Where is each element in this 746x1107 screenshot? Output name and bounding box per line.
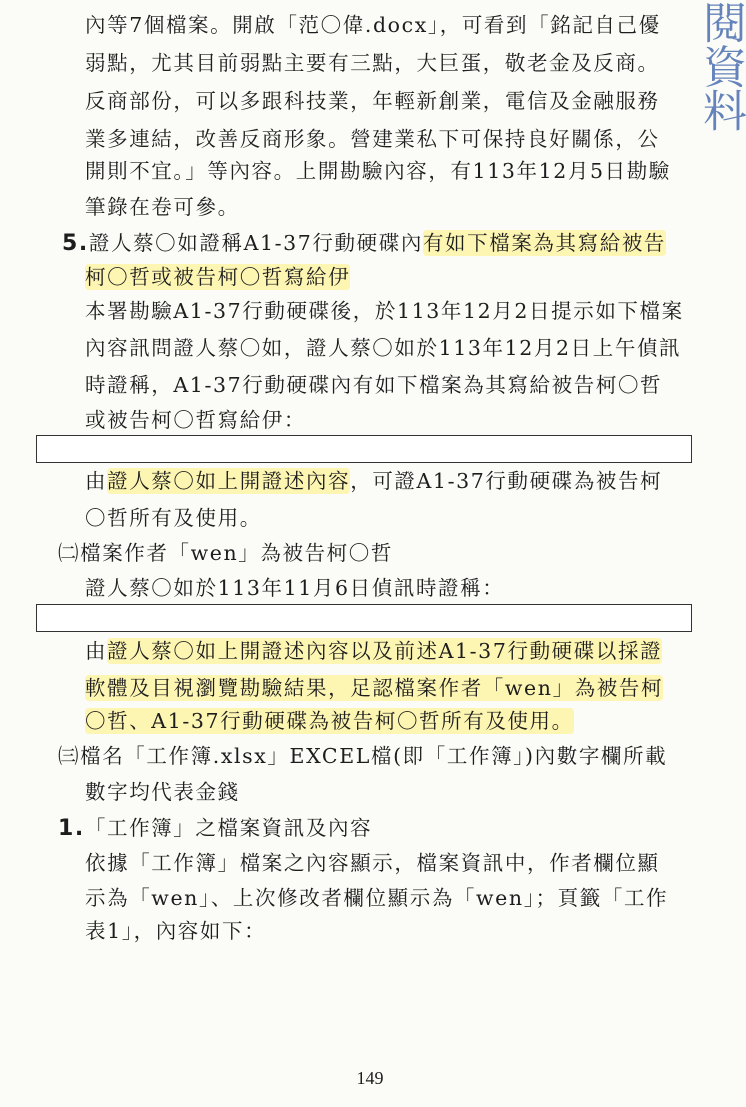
text-segment: 證人蔡〇如證稱A1-37行動硬碟內 [88,231,423,255]
item-5-heading [62,228,666,259]
item-1-heading [58,813,372,844]
text-segment: ，可證A1-37行動硬碟為被告柯 [350,469,663,493]
text-line: 筆錄在卷可參。 [85,195,240,219]
highlighted-text: 柯〇哲或被告柯〇哲寫給伊 [85,265,351,289]
redaction-box [36,435,692,463]
text-segment: 「工作簿」之檔案資訊及內容 [84,816,373,840]
highlighted-text: 證人蔡〇如上開證述內容 [107,469,351,493]
text-segment: 由 [85,469,108,493]
text-line [85,636,662,666]
text-line: 業多連結，改善反商形象。營建業私下可保持良好關係，公 [85,127,660,151]
text-line: 或被告柯〇哲寫給伊： [85,408,306,432]
text-line: 示為「wen」、上次修改者欄位顯示為「wen」；頁籤「工作 [85,886,669,910]
text-line [85,466,662,496]
text-line: 弱點，尤其目前弱點主要有三點，大巨蛋，敬老金及反商。 [85,51,660,75]
text-line: 開則不宜。」等內容。上開勘驗內容，有113年12月5日勘驗 [85,159,671,183]
text-segment: 由 [85,639,108,663]
text-line: 反商部份，可以多跟科技業，年輕新創業，電信及金融服務 [85,89,660,113]
text-line: 數字均代表金錢 [85,780,240,804]
redaction-box [36,604,692,632]
item-number: 1. [58,816,85,841]
highlighted-line [85,706,574,736]
text-line: 〇哲所有及使用。 [85,506,262,530]
text-line: 證人蔡〇如於113年11月6日偵訊時證稱： [85,576,505,600]
text-line: 內容訊問證人蔡〇如，證人蔡〇如於113年12月2日上午偵訊 [85,336,682,360]
highlighted-text: 證人蔡〇如上開證述內容以及前述A1-37行動硬碟以採證 [107,639,663,663]
section-heading: ㈢檔名「工作簿.xlsx」EXCEL檔(即「工作簿」)內數字欄所載 [58,744,668,768]
text-line: 時證稱，A1-37行動硬碟內有如下檔案為其寫給被告柯〇哲 [85,373,663,397]
highlighted-line [85,673,663,703]
section-heading: ㈡檔案作者「wen」為被告柯〇哲 [58,541,393,565]
highlighted-text: 有如下檔案為其寫給被告 [422,231,667,255]
text-line: 依據「工作簿」檔案之內容顯示，檔案資訊中，作者欄位顯 [85,851,660,875]
text-line: 表1」，內容如下： [85,919,267,943]
received-stamp: 閱資料 [695,0,746,132]
highlighted-text: 軟體及目視瀏覽勘驗結果，足認檔案作者「wen」為被告柯 [85,676,664,700]
page-number: 149 [356,1068,384,1088]
highlighted-line [85,262,350,292]
text-line: 內等7個檔案。開啟「范〇偉.docx」，可看到「銘記自己優 [85,13,661,37]
text-line: 本署勘驗A1-37行動硬碟後，於113年12月2日提示如下檔案 [85,299,684,323]
highlighted-text: 〇哲、A1-37行動硬碟為被告柯〇哲所有及使用。 [85,709,574,733]
item-number: 5. [62,231,89,256]
